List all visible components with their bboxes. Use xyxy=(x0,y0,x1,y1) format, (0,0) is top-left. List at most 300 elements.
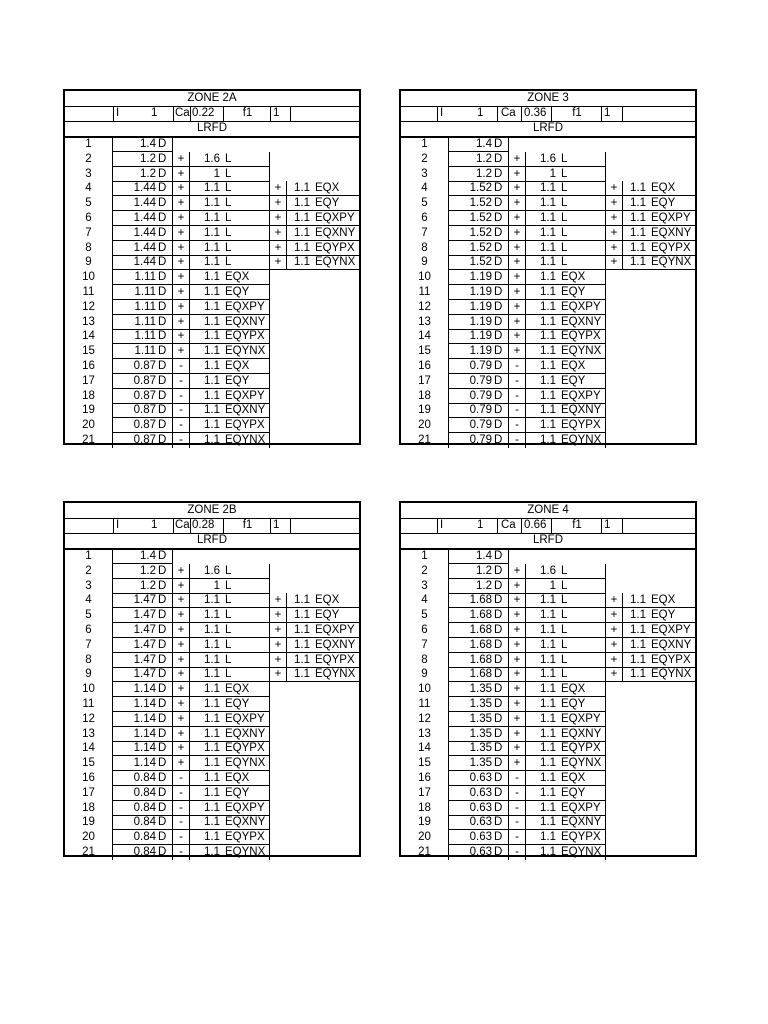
operator: + xyxy=(509,593,526,608)
load-term xyxy=(190,756,270,771)
load-case: L xyxy=(225,653,232,666)
load-case: EQYNX xyxy=(225,434,266,446)
dead-load-term xyxy=(113,815,173,830)
dead-load-term xyxy=(113,255,173,270)
load-factor: 1.6 xyxy=(540,564,556,577)
load-case: L xyxy=(225,226,232,239)
ca-label: Ca xyxy=(175,107,190,119)
ca-label: Ca xyxy=(175,519,190,531)
dead-load-term xyxy=(113,653,173,668)
load-factor: 1.1 xyxy=(540,683,556,696)
combination-row xyxy=(401,623,695,638)
load-factor: 1.1 xyxy=(204,698,220,710)
seismic-term xyxy=(287,181,359,196)
dead-load-term xyxy=(449,653,509,668)
load-term xyxy=(526,801,606,816)
dead-load-term xyxy=(113,549,173,564)
combination-number: 5 xyxy=(65,608,113,623)
combination-row xyxy=(401,300,695,315)
dead-load-symbol: D xyxy=(158,757,167,770)
combination-number: 7 xyxy=(65,226,113,241)
load-term xyxy=(190,285,270,300)
combination-number: 2 xyxy=(401,152,449,167)
load-case: EQYPX xyxy=(561,742,601,755)
load-case: EQY xyxy=(225,374,250,387)
load-factor: 1.1 xyxy=(540,609,556,622)
dead-load-symbol: D xyxy=(158,772,167,784)
dead-load-factor: 0.87 xyxy=(133,389,156,402)
load-factor: 1.1 xyxy=(204,404,220,417)
operator: + xyxy=(270,653,287,668)
combination-row xyxy=(65,300,359,315)
operator: - xyxy=(173,845,190,860)
seismic-term xyxy=(623,181,695,196)
dead-load-term xyxy=(449,638,509,653)
operator: + xyxy=(173,285,190,300)
combination-number: 10 xyxy=(65,682,113,697)
combination-number: 10 xyxy=(65,270,113,285)
combination-row xyxy=(65,653,359,668)
load-case: EQX xyxy=(561,271,586,284)
operator: + xyxy=(509,167,526,182)
dead-load-term xyxy=(449,727,509,742)
dead-load-term xyxy=(449,608,509,623)
combination-row xyxy=(401,549,695,564)
dead-load-term xyxy=(113,608,173,623)
seismic-factor: 1.1 xyxy=(294,609,310,622)
load-term xyxy=(526,374,606,389)
dead-load-factor: 1.11 xyxy=(134,345,156,358)
load-factor: 1.1 xyxy=(540,212,556,224)
combination-row xyxy=(65,196,359,211)
dead-load-term xyxy=(113,801,173,816)
dead-load-symbol: D xyxy=(494,300,503,313)
dead-load-term xyxy=(449,564,509,579)
operator: + xyxy=(173,741,190,756)
load-term xyxy=(526,329,606,344)
dead-load-factor: 1.52 xyxy=(469,182,492,195)
dead-load-factor: 1.2 xyxy=(140,579,156,592)
combination-number: 19 xyxy=(401,815,449,830)
load-term xyxy=(190,344,270,359)
dead-load-symbol: D xyxy=(158,315,167,328)
operator: + xyxy=(606,608,623,623)
combination-row xyxy=(401,433,695,448)
combination-number: 6 xyxy=(401,623,449,638)
dead-load-symbol: D xyxy=(158,374,167,387)
dead-load-factor: 0.63 xyxy=(469,772,492,784)
operator: - xyxy=(509,418,526,433)
load-factor: 1.1 xyxy=(204,286,220,298)
combination-row xyxy=(65,270,359,285)
load-term xyxy=(190,152,270,167)
operator: + xyxy=(270,196,287,211)
dead-load-symbol: D xyxy=(158,330,167,343)
dead-load-symbol: D xyxy=(158,801,167,814)
zone-params-row xyxy=(401,518,695,534)
combination-number: 14 xyxy=(401,329,449,344)
dead-load-term xyxy=(449,403,509,418)
operator: + xyxy=(509,756,526,771)
seismic-factor: 1.1 xyxy=(294,668,310,681)
dead-load-factor: 0.87 xyxy=(133,419,156,432)
dead-load-factor: 1.35 xyxy=(469,683,492,696)
combination-number: 20 xyxy=(401,830,449,845)
load-term xyxy=(190,403,270,418)
combination-row xyxy=(401,167,695,182)
combination-number: 9 xyxy=(401,667,449,682)
load-factor: 1.1 xyxy=(540,286,556,298)
dead-load-term xyxy=(449,152,509,167)
dead-load-symbol: D xyxy=(158,167,167,180)
seismic-case: EQYPX xyxy=(315,241,355,254)
combination-number: 14 xyxy=(401,741,449,756)
load-case: L xyxy=(225,241,232,254)
dead-load-symbol: D xyxy=(158,271,167,284)
combination-number: 15 xyxy=(401,344,449,359)
load-case: L xyxy=(225,594,232,607)
load-factor: 1.1 xyxy=(204,197,220,210)
seismic-case: EQXNY xyxy=(315,638,356,651)
load-case: L xyxy=(561,668,568,681)
dead-load-term xyxy=(113,682,173,697)
operator: + xyxy=(606,211,623,226)
seismic-factor: 1.1 xyxy=(294,241,310,254)
load-case: L xyxy=(225,624,232,636)
operator: + xyxy=(509,741,526,756)
zone-title: ZONE 2A xyxy=(65,91,359,107)
combination-number: 3 xyxy=(401,579,449,594)
operator: + xyxy=(606,226,623,241)
dead-load-symbol: D xyxy=(494,594,503,607)
seismic-factor: 1.1 xyxy=(294,226,310,239)
dead-load-symbol: D xyxy=(494,772,503,784)
dead-load-factor: 1.44 xyxy=(133,226,156,239)
load-term xyxy=(190,315,270,330)
load-term xyxy=(526,403,606,418)
dead-load-symbol: D xyxy=(158,360,167,372)
combination-row xyxy=(401,667,695,682)
operator: - xyxy=(509,830,526,845)
load-factor: 1.1 xyxy=(204,419,220,432)
operator: + xyxy=(509,241,526,256)
dead-load-factor: 1.2 xyxy=(140,152,156,165)
combination-row xyxy=(65,255,359,270)
operator: + xyxy=(509,623,526,638)
dead-load-term xyxy=(113,667,173,682)
combination-row xyxy=(65,608,359,623)
dead-load-factor: 1.11 xyxy=(134,330,156,343)
load-factor: 1.1 xyxy=(204,241,220,254)
dead-load-symbol: D xyxy=(158,226,167,239)
operator: + xyxy=(509,682,526,697)
load-case: EQXPY xyxy=(225,712,265,725)
combination-number: 19 xyxy=(65,815,113,830)
combination-number: 20 xyxy=(401,418,449,433)
operator: + xyxy=(509,255,526,270)
seismic-case: EQXPY xyxy=(315,624,355,636)
zone-panel xyxy=(399,89,697,445)
combination-row xyxy=(401,181,695,196)
combination-number: 16 xyxy=(401,771,449,786)
combination-number: 17 xyxy=(401,786,449,801)
operator: + xyxy=(509,315,526,330)
load-case: EQXNY xyxy=(561,404,602,417)
load-factor: 1.1 xyxy=(204,374,220,387)
seismic-term xyxy=(623,241,695,256)
dead-load-factor: 1.11 xyxy=(134,271,156,284)
dead-load-symbol: D xyxy=(158,389,167,402)
design-method-label: LRFD xyxy=(65,121,359,138)
ca-value: 0.36 xyxy=(521,106,546,121)
dead-load-factor: 1.44 xyxy=(133,197,156,210)
combination-row xyxy=(401,593,695,608)
combination-row xyxy=(65,403,359,418)
load-factor: 1.1 xyxy=(204,638,220,651)
operator: - xyxy=(509,801,526,816)
load-factor: 1 xyxy=(213,579,220,592)
seismic-factor: 1.1 xyxy=(630,182,646,195)
operator: + xyxy=(509,344,526,359)
operator: + xyxy=(270,593,287,608)
load-term xyxy=(526,270,606,285)
seismic-factor: 1.1 xyxy=(630,624,646,636)
load-factor: 1.1 xyxy=(204,300,220,313)
load-case: EQXPY xyxy=(225,801,265,814)
load-case: EQXNY xyxy=(561,816,602,829)
seismic-factor: 1.1 xyxy=(294,653,310,666)
operator: + xyxy=(606,653,623,668)
combination-number: 14 xyxy=(65,329,113,344)
importance-value: 1 xyxy=(477,519,484,531)
load-case: L xyxy=(225,638,232,651)
combination-number: 15 xyxy=(65,756,113,771)
dead-load-symbol: D xyxy=(158,182,167,195)
seismic-term xyxy=(287,255,359,270)
combination-row xyxy=(65,741,359,756)
load-factor: 1.1 xyxy=(540,712,556,725)
load-factor: 1.1 xyxy=(204,772,220,784)
dead-load-symbol: D xyxy=(158,241,167,254)
operator: + xyxy=(173,152,190,167)
combination-number: 18 xyxy=(65,389,113,404)
dead-load-symbol: D xyxy=(494,226,503,239)
combination-number: 7 xyxy=(65,638,113,653)
load-factor: 1.1 xyxy=(540,624,556,636)
dead-load-term xyxy=(449,771,509,786)
load-case: EQYNX xyxy=(561,434,602,446)
load-case: EQXNY xyxy=(561,315,602,328)
load-case: L xyxy=(225,609,232,622)
dead-load-symbol: D xyxy=(494,419,503,432)
seismic-factor: 1.1 xyxy=(630,197,646,210)
load-factor: 1.1 xyxy=(540,594,556,607)
seismic-case: EQX xyxy=(315,182,340,195)
dead-load-factor: 0.84 xyxy=(133,846,156,858)
combination-number: 13 xyxy=(401,727,449,742)
operator: + xyxy=(173,167,190,182)
combination-row xyxy=(65,801,359,816)
seismic-factor: 1.1 xyxy=(294,197,310,210)
combination-number: 11 xyxy=(401,697,449,712)
load-factor: 1.1 xyxy=(540,374,556,387)
dead-load-term xyxy=(113,579,173,594)
load-term xyxy=(526,682,606,697)
seismic-term xyxy=(287,593,359,608)
dead-load-factor: 1.19 xyxy=(469,345,492,358)
combination-row xyxy=(65,727,359,742)
dead-load-symbol: D xyxy=(494,727,503,740)
operator: + xyxy=(173,564,190,579)
combination-number: 13 xyxy=(401,315,449,330)
load-case: L xyxy=(561,167,568,180)
combination-row xyxy=(65,712,359,727)
seismic-term xyxy=(287,667,359,682)
load-term xyxy=(190,300,270,315)
combination-row xyxy=(65,285,359,300)
dead-load-factor: 1.52 xyxy=(469,241,492,254)
dead-load-symbol: D xyxy=(494,757,503,770)
combination-row xyxy=(65,359,359,374)
dead-load-factor: 1.44 xyxy=(133,256,156,269)
dead-load-term xyxy=(113,623,173,638)
load-case: L xyxy=(561,212,568,224)
combination-row xyxy=(401,403,695,418)
combination-number: 15 xyxy=(401,756,449,771)
load-factor: 1.1 xyxy=(540,698,556,710)
load-case: EQX xyxy=(225,360,250,372)
dead-load-symbol: D xyxy=(494,550,503,562)
dead-load-symbol: D xyxy=(494,683,503,696)
combination-row xyxy=(65,579,359,594)
seismic-term xyxy=(623,196,695,211)
combination-row xyxy=(65,786,359,801)
load-term xyxy=(190,433,270,448)
seismic-term xyxy=(623,638,695,653)
load-term xyxy=(526,167,606,182)
combination-number: 16 xyxy=(401,359,449,374)
dead-load-factor: 1.14 xyxy=(133,742,156,755)
load-factor: 1.1 xyxy=(204,360,220,372)
dead-load-factor: 0.84 xyxy=(133,772,156,784)
combination-row xyxy=(65,564,359,579)
seismic-factor: 1.1 xyxy=(630,668,646,681)
dead-load-term xyxy=(449,315,509,330)
dead-load-term xyxy=(113,403,173,418)
combination-number: 17 xyxy=(401,374,449,389)
zone-params-row xyxy=(65,106,359,122)
dead-load-symbol: D xyxy=(158,683,167,696)
dead-load-factor: 0.63 xyxy=(469,846,492,858)
combination-row xyxy=(65,830,359,845)
dead-load-term xyxy=(449,418,509,433)
combination-number: 11 xyxy=(65,285,113,300)
load-factor: 1.1 xyxy=(204,315,220,328)
load-term xyxy=(190,167,270,182)
dead-load-factor: 1.68 xyxy=(469,594,492,607)
load-term xyxy=(190,270,270,285)
load-term xyxy=(526,579,606,594)
dead-load-term xyxy=(449,196,509,211)
load-term xyxy=(526,712,606,727)
seismic-case: EQXPY xyxy=(315,212,355,224)
load-case: EQX xyxy=(561,683,586,696)
operator: + xyxy=(173,226,190,241)
dead-load-factor: 0.79 xyxy=(469,389,492,402)
combination-row xyxy=(401,196,695,211)
combination-row xyxy=(401,786,695,801)
f1-label: f1 xyxy=(223,106,271,121)
zone-panel xyxy=(63,89,361,445)
load-case: L xyxy=(225,152,232,165)
combination-number: 18 xyxy=(65,801,113,816)
combination-row xyxy=(65,344,359,359)
load-factor: 1.1 xyxy=(540,638,556,651)
operator: - xyxy=(173,786,190,801)
load-term xyxy=(190,241,270,256)
dead-load-factor: 1.68 xyxy=(469,638,492,651)
seismic-case: EQX xyxy=(651,594,676,607)
load-factor: 1 xyxy=(213,167,220,180)
load-term xyxy=(526,741,606,756)
seismic-case: EQYNX xyxy=(315,256,356,269)
load-case: EQXPY xyxy=(561,712,601,725)
load-term xyxy=(526,771,606,786)
combination-number: 2 xyxy=(401,564,449,579)
dead-load-symbol: D xyxy=(494,831,503,844)
dead-load-factor: 0.79 xyxy=(469,360,492,372)
dead-load-symbol: D xyxy=(494,330,503,343)
combination-row xyxy=(401,359,695,374)
dead-load-factor: 0.79 xyxy=(469,419,492,432)
dead-load-symbol: D xyxy=(158,846,167,858)
dead-load-factor: 1.47 xyxy=(133,653,156,666)
load-term xyxy=(526,255,606,270)
seismic-term xyxy=(623,653,695,668)
load-term xyxy=(526,564,606,579)
dead-load-term xyxy=(113,285,173,300)
load-factor: 1.1 xyxy=(204,831,220,844)
load-case: EQYPX xyxy=(561,831,601,844)
seismic-factor: 1.1 xyxy=(294,256,310,269)
load-case: EQXNY xyxy=(561,727,602,740)
load-factor: 1.1 xyxy=(204,594,220,607)
combination-number: 6 xyxy=(65,211,113,226)
combination-row xyxy=(65,638,359,653)
combination-row xyxy=(65,181,359,196)
load-factor: 1.1 xyxy=(540,226,556,239)
seismic-factor: 1.1 xyxy=(630,638,646,651)
operator: + xyxy=(173,667,190,682)
seismic-term xyxy=(287,623,359,638)
load-case: EQY xyxy=(561,374,586,387)
load-case: L xyxy=(225,668,232,681)
combination-row xyxy=(65,815,359,830)
operator: - xyxy=(509,815,526,830)
load-factor: 1.1 xyxy=(540,256,556,269)
dead-load-symbol: D xyxy=(494,182,503,195)
combination-number: 3 xyxy=(65,579,113,594)
dead-load-symbol: D xyxy=(494,564,503,577)
operator: + xyxy=(606,667,623,682)
seismic-term xyxy=(287,638,359,653)
combination-row xyxy=(401,845,695,860)
operator: + xyxy=(606,196,623,211)
combination-number: 19 xyxy=(401,403,449,418)
load-factor: 1.1 xyxy=(540,816,556,829)
dead-load-factor: 1.68 xyxy=(469,653,492,666)
dead-load-term xyxy=(113,241,173,256)
